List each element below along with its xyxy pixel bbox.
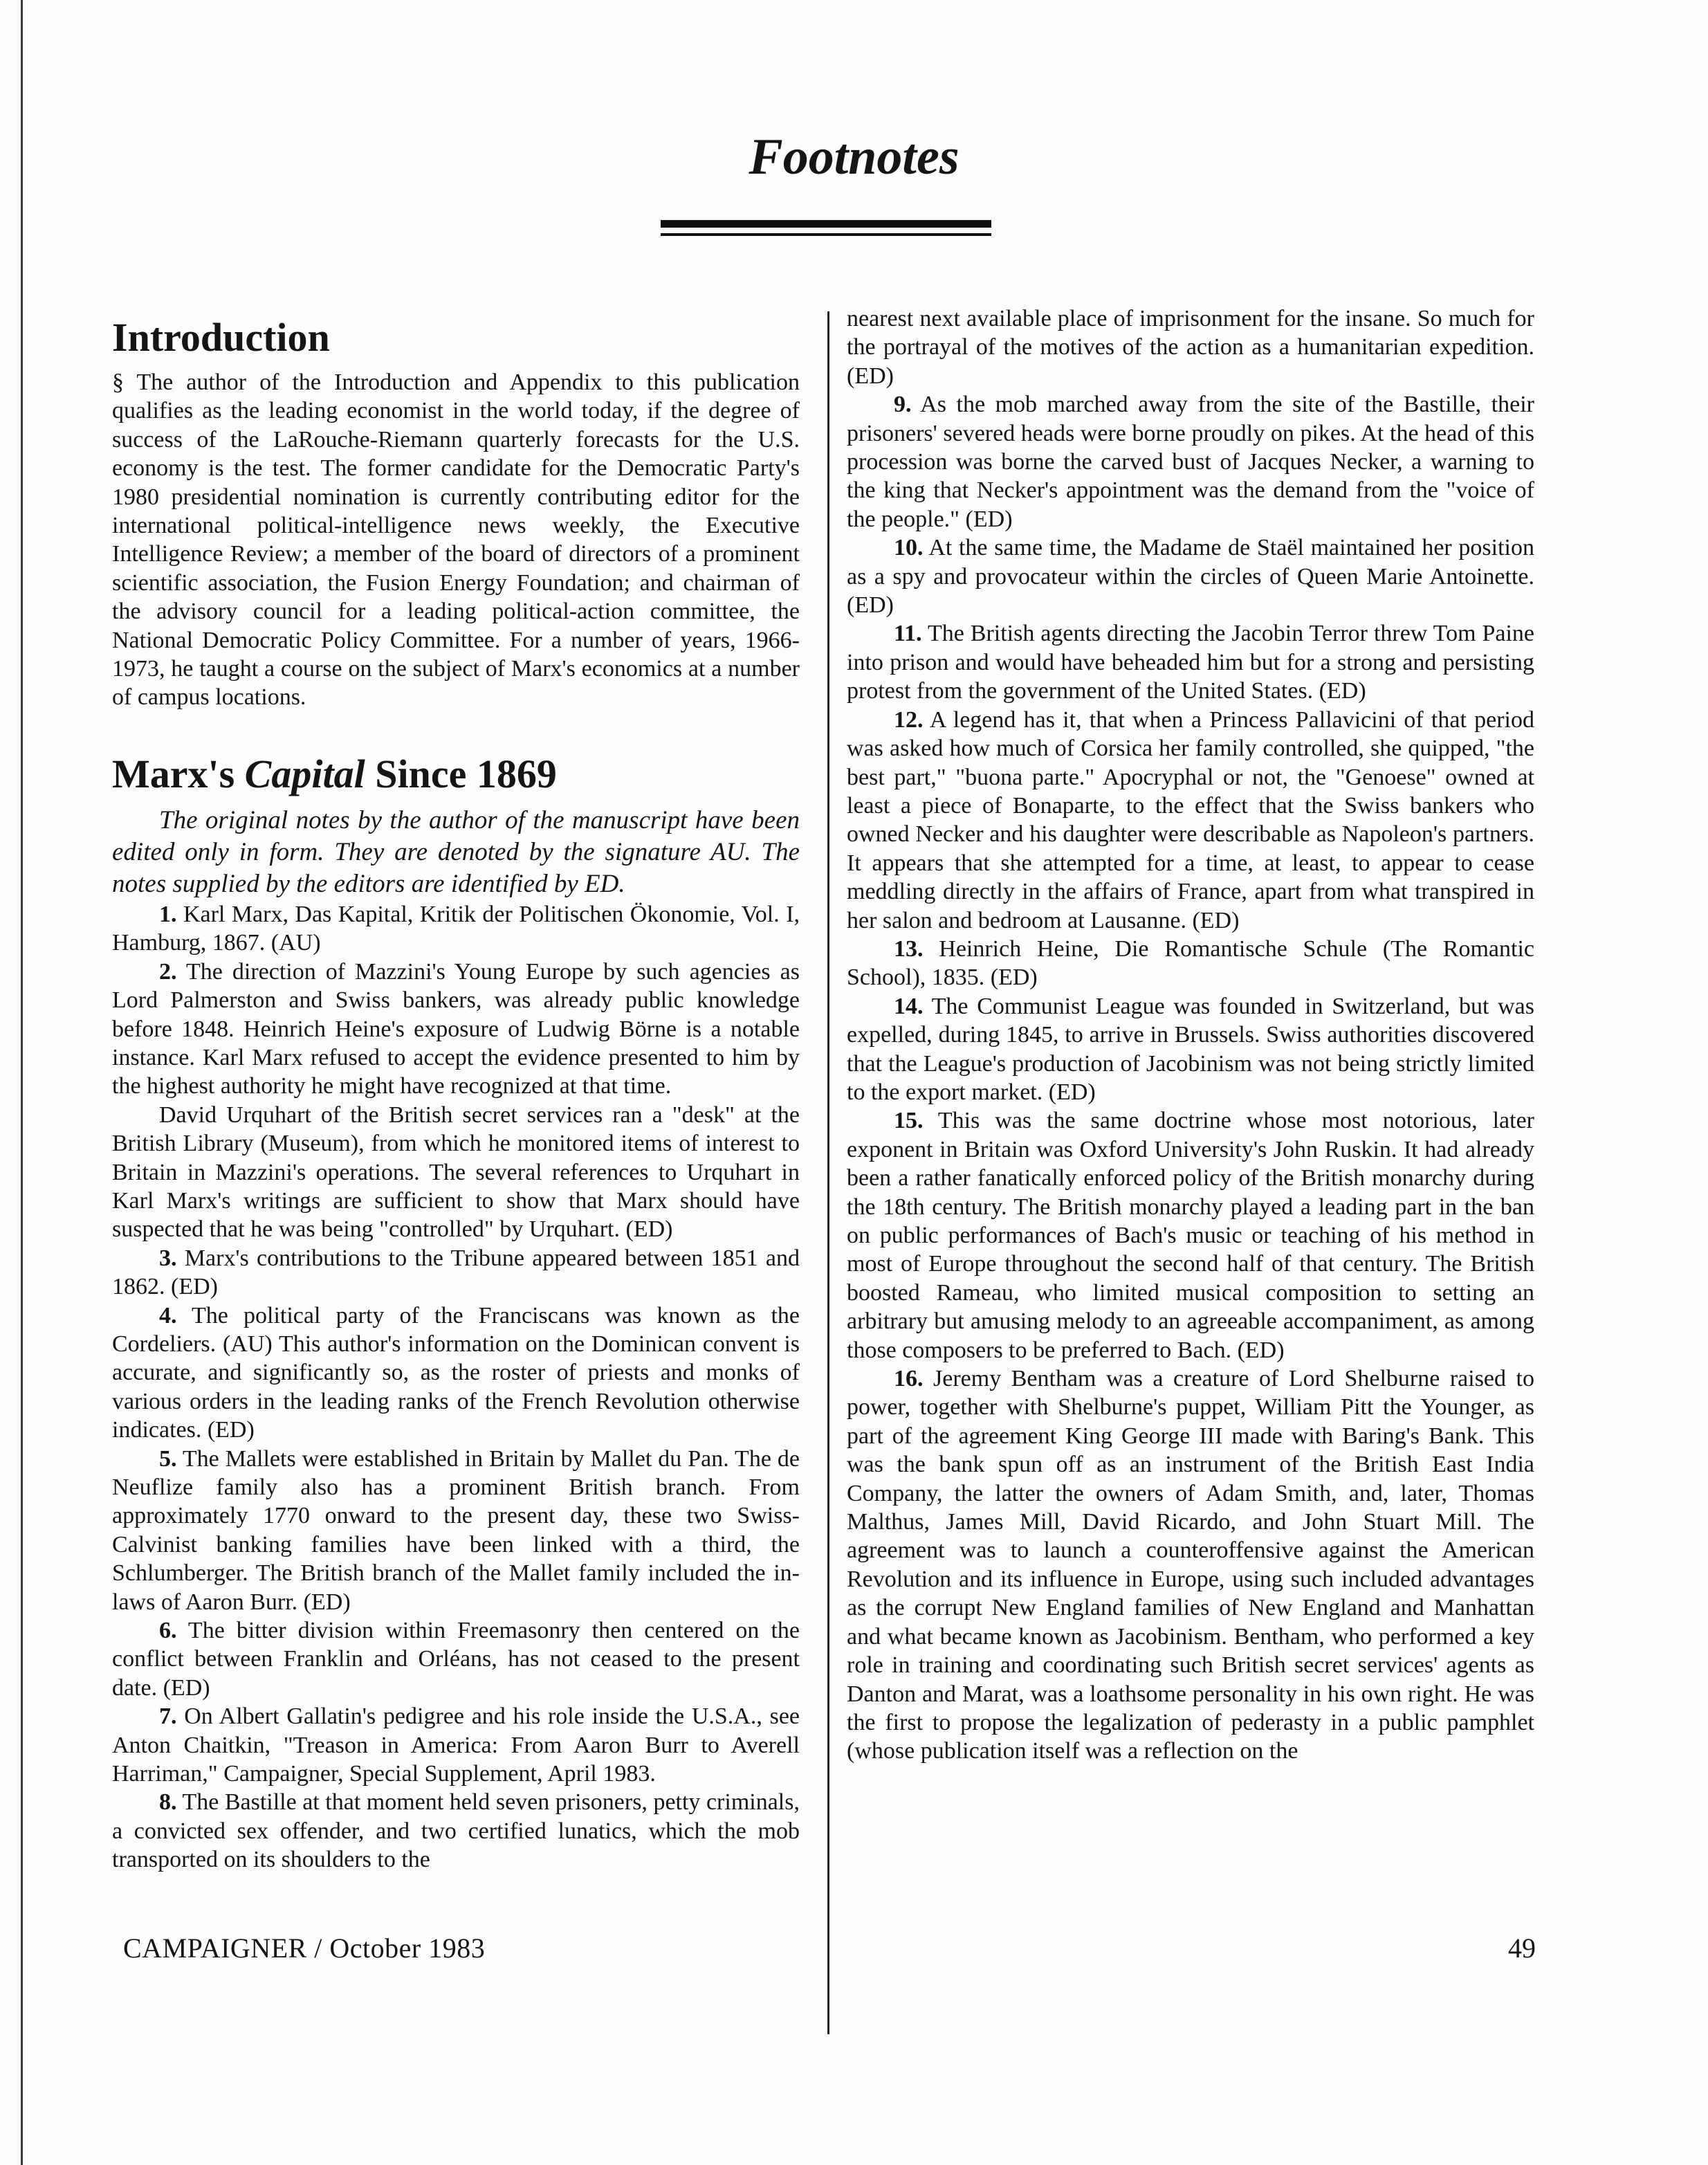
editor-note: The original notes by the author of the manuscript have been edited only in form. They are denoted by the signature AU. The notes supplied by the editors are identified by ED. bbox=[112, 805, 800, 898]
footnote: 15. This was the same doctrine whose most notorious, later exponent in Britain was Oxford University's John Ruskin. It had already been a rather fanatically enforced policy of the British monarchy during the 18th century. The British monarchy played a leading part in the ban on public performances of Bach's music or teaching of his method in most of Europe throughout the second half of that century. The British boosted Rameau, who limited musical composition to setting an arbitrary but amusing melody to an agreeable accompaniment, as among those composers to be preferred to Bach. (ED) bbox=[847, 1108, 1534, 1363]
footnote: 1. Karl Marx, Das Kapital, Kritik der Politischen Ökonomie, Vol. I, Hamburg, 1867. (AU) bbox=[112, 901, 800, 956]
right-column bbox=[847, 304, 1534, 1766]
title-rule-thick bbox=[661, 220, 991, 228]
footnote: 3. Marx's contributions to the Tribune appeared between 1851 and 1862. (ED) bbox=[112, 1245, 800, 1300]
footnote: 6. The bitter division within Freemasonry then centered on the conflict between Franklin and Orléans, has not ceased to the present date. (ED) bbox=[112, 1618, 800, 1701]
page-number: 49 bbox=[1508, 1933, 1536, 1964]
footnote: 14. The Communist League was founded in Switzerland, but was expelled, during 1845, to arrive in Brussels. Swiss authorities discovered that the League's production of Jacobinism was not being strictly limited to the export market. (ED) bbox=[847, 993, 1534, 1105]
footnote: 16. Jeremy Bentham was a creature of Lord Shelburne raised to power, together with Shelburne's puppet, William Pitt the Younger, as part of the agreement King George III made with Baring's Bank. This was the bank spun off as an instrument of the British East India Company, the latter the owners of Adam Smith, and, later, Thomas Malthus, James Mill, David Ricardo, and John Stuart Mill. The agreement was to launch a counteroffensive against the American Revolution and its influence in Europe, using such included advantages as the corrupt New England families of New England and Manhattan and what became known as Jacobinism. Bentham, who performed a key role in training and coordinating such British secret services' agents as Danton and Marat, was a loathsome personality in his own right. He was the first to propose the legalization of pederasty in a public pamphlet (whose publication itself was a reflection on the bbox=[847, 1366, 1534, 1764]
footnote: 12. A legend has it, that when a Princess Pallavicini of that period was asked how much of Corsica her family controlled, she quipped, "the best part," "buona parte." Apocryphal or not, the "Genoese" owned at least a piece of Bonaparte, to the effect that the Swiss bankers who owned Necker and his daughter were describable as Napoleon's partners. It appears that she attempted for a time, at least, to appear to cease meddling directly in the affairs of France, apart from what transpired in her salon and bedroom at Lausanne. (ED) bbox=[847, 706, 1535, 933]
footnote: 2. The direction of Mazzini's Young Europe by such agencies as Lord Palmerston and Swiss bankers, was already public knowledge before 1848. Heinrich Heine's exposure of Ludwig Börne is a notable instance. Karl Marx refused to accept the evidence presented to him by the highest authority he might have recognized at that time. bbox=[112, 958, 800, 1099]
introduction-text: § The author of the Introduction and Appendix to this publication qualifies as the leading economist in the world today, if the degree of success of the LaRouche-Riemann quarterly forecasts for the U.S. economy is the test. The former candidate for the Democratic Party's 1980 presidential nomination is currently contributing editor for the international political-intelligence news weekly, the Executive Intelligence Review; a member of the board of directors of a prominent scientific association, the Fusion Energy Foundation; and chairman of the advisory council for a leading political-action committee, the National Democratic Policy Committee. For a number of years, 1966-1973, he taught a course on the subject of Marx's economics at a number of campus locations. bbox=[112, 369, 800, 711]
footnote: 8. The Bastille at that moment held seven prisoners, petty criminals, a convicted sex offender, and two certified lunatics, which the mob transported on its shoulders to the bbox=[112, 1789, 800, 1873]
footnote: 4. The political party of the Franciscans was known as the Cordeliers. (AU) This author's information on the Dominican convent is accurate, and significantly so, as the roster of priests and monks of various orders in the leading ranks of the French Revolution otherwise indicates. (ED) bbox=[112, 1302, 800, 1443]
page-edge bbox=[21, 0, 23, 2165]
marx-heading: Marx's Capital Since 1869 bbox=[112, 751, 557, 796]
footnote: 11. The British agents directing the Jacobin Terror threw Tom Paine into prison and would have beheaded him but for a strong and persisting protest from the government of the United States. (ED) bbox=[847, 621, 1535, 704]
footer-publication: CAMPAIGNER / October 1983 bbox=[123, 1933, 486, 1964]
left-column bbox=[112, 304, 800, 1874]
column-divider bbox=[827, 311, 829, 2034]
footnote: 13. Heinrich Heine, Die Romantische Schule (The Romantic School), 1835. (ED) bbox=[847, 935, 1534, 991]
footnote: 7. On Albert Gallatin's pedigree and his role inside the U.S.A., see Anton Chaitkin, "Treason in America: From Aaron Burr to Averell Harriman," Campaigner, Special Supplement, April 1983. bbox=[112, 1703, 800, 1787]
introduction-heading: Introduction bbox=[112, 315, 330, 360]
footnote-continuation: David Urquhart of the British secret services ran a "desk" at the British Library (Museum), from which he monitored items of interest to Britain in Mazzini's operations. The several references to Urquhart in Karl Marx's writings are sufficient to show that Marx should have suspected that he was being "controlled" by Urquhart. (ED) bbox=[112, 1102, 800, 1243]
footnote: 5. The Mallets were established in Britain by Mallet du Pan. The de Neuflize family also has a prominent British branch. From approximately 1770 onward to the present day, these two Swiss-Calvinist banking families have been linked with a third, the Schlumberger. The British branch of the Mallet family included the in-laws of Aaron Burr. (ED) bbox=[112, 1445, 800, 1615]
footnote: 10. At the same time, the Madame de Staël maintained her position as a spy and provocateur within the circles of Queen Marie Antoinette. (ED) bbox=[847, 535, 1535, 619]
title-rule-thin bbox=[661, 233, 991, 236]
page-title: Footnotes bbox=[749, 129, 959, 185]
footnote: 9. As the mob marched away from the site of the Bastille, their prisoners' severed heads were borne proudly on pikes. At the head of this procession was borne the carved bust of Jacques Necker, a warning to the king that Necker's appointment was the demand from the "voice of the people." (ED) bbox=[847, 392, 1535, 532]
footnote-continuation: nearest next available place of imprisonment for the insane. So much for the portrayal of the motives of the action as a humanitarian expedition. (ED) bbox=[847, 306, 1534, 389]
